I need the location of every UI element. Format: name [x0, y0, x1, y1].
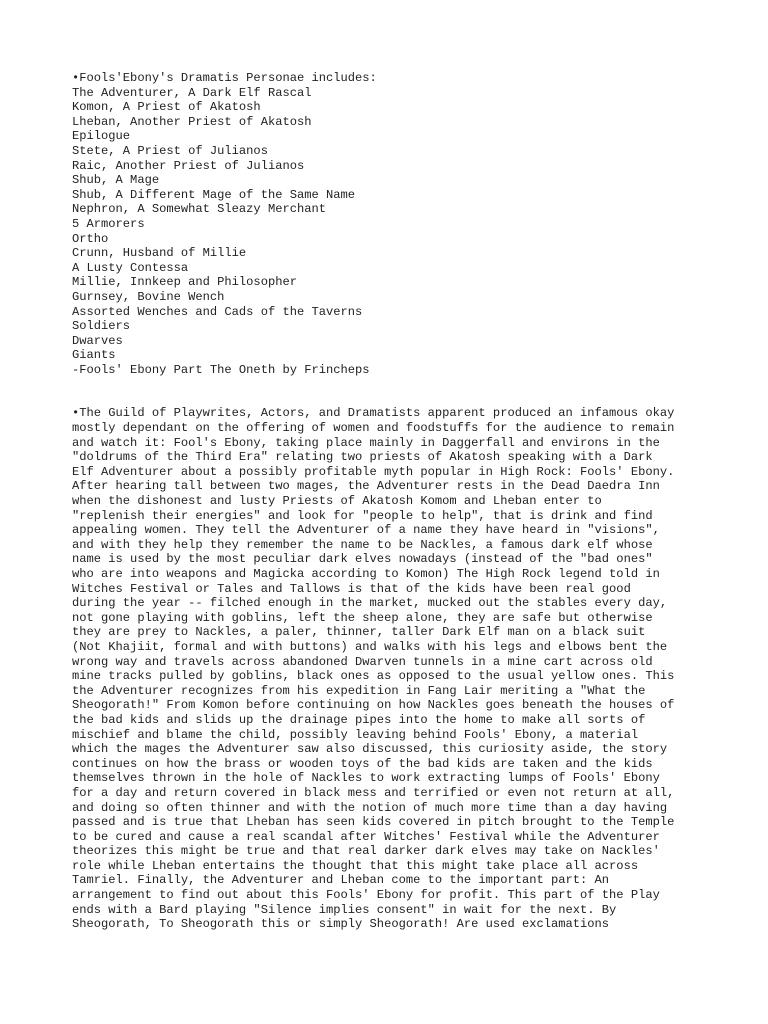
summary-line: mischief and blame the child, possibly leaving behind Fools' Ebony, a material — [72, 727, 639, 742]
personae-line: Millie, Innkeep and Philosopher — [72, 275, 297, 290]
summary-line: (Not Khajiit, formal and with buttons) and walks with his legs and elbows bent the — [72, 639, 668, 654]
summary-line: "doldrums of the Third Era" relating two priests of Akatosh speaking with a Dark — [72, 450, 653, 465]
personae-line: Ortho — [72, 231, 109, 246]
summary-line: which the mages the Adventurer saw also discussed, this curiosity aside, the story — [72, 742, 668, 757]
personae-line: Stete, A Priest of Julianos — [72, 143, 268, 158]
summary-line: to be cured and cause a real scandal after Witches' Festival while the Adventurer — [72, 829, 660, 844]
personae-line: Gurnsey, Bovine Wench — [72, 289, 225, 304]
personae-line: Komon, A Priest of Akatosh — [72, 100, 261, 115]
summary-line: and doing so often thinner and with the notion of much more time than a day having — [72, 800, 668, 815]
summary-line: when the dishonest and lusty Priests of Akatosh Komom and Lheban enter to — [72, 494, 602, 509]
summary-line: Sheogorath, To Sheogorath this or simply Sheogorath! Are used exclamations — [72, 917, 610, 932]
personae-line: Soldiers — [72, 319, 131, 334]
summary-line: the Adventurer recognizes from his expedition in Fang Lair meriting a "What the — [72, 683, 646, 698]
summary-line: mine tracks pulled by goblins, black ones as opposed to the usual yellow ones. This — [72, 669, 675, 684]
personae-line: Shub, A Different Mage of the Same Name — [72, 187, 356, 202]
personae-line: A Lusty Contessa — [72, 260, 189, 275]
summary-line: theorizes this might be true and that real darker dark elves may take on Nackles' — [72, 844, 660, 859]
personae-line: -Fools' Ebony Part The Oneth by Frincheps — [72, 362, 370, 377]
summary-line: mostly dependant on the offering of women and foodstuffs for the audience to remain — [72, 421, 675, 436]
summary-line: After hearing tall between two mages, the Adventurer rests in the Dead Daedra Inn — [72, 479, 660, 494]
summary-line: name is used by the most peculiar dark elves nowadays (instead of the "bad ones" — [72, 552, 653, 567]
summary-line: Witches Festival or Tales and Tallows is that of the kids have been real good — [72, 581, 631, 596]
document-page — [72, 71, 732, 932]
personae-line: Crunn, Husband of Millie — [72, 246, 247, 261]
summary-line: they are prey to Nackles, a paler, thinner, taller Dark Elf man on a black suit — [72, 625, 646, 640]
personae-line: Dwarves — [72, 333, 123, 348]
summary-line: Tamriel. Finally, the Adventurer and Lheban come to the important part: An — [72, 873, 610, 888]
summary-line: for a day and return covered in black mess and terrified or even not return at all, — [72, 785, 675, 800]
summary-line: not gone playing with goblins, left the sheep alone, they are safe but otherwise — [72, 610, 653, 625]
play-summary-paragraph — [72, 406, 732, 931]
personae-line: •Fools'Ebony's Dramatis Personae includes: — [72, 71, 377, 85]
personae-line: 5 Armorers — [72, 216, 145, 231]
personae-line: Giants — [72, 348, 116, 363]
summary-line: passed and is true that Lheban has seen kids covered in pitch brought to the Temple — [72, 815, 675, 830]
summary-line: and watch it: Fool's Ebony, taking place mainly in Daggerfall and environs in the — [72, 435, 660, 450]
summary-line: themselves thrown in the hole of Nackles to work extracting lumps of Fools' Ebony — [72, 771, 660, 786]
summary-line: who are into weapons and Magicka according to Komon) The High Rock legend told in — [72, 567, 660, 581]
personae-line: The Adventurer, A Dark Elf Rascal — [72, 85, 312, 100]
summary-line: the bad kids and slids up the drainage pipes into the home to make all sorts of — [72, 712, 646, 727]
personae-line: Raic, Another Priest of Julianos — [72, 158, 305, 173]
summary-line: during the year -- filched enough in the market, mucked out the stables every day, — [72, 596, 668, 611]
section-spacer — [72, 377, 732, 406]
personae-line: Lheban, Another Priest of Akatosh — [72, 114, 312, 129]
summary-line: "replenish their energies" and look for "people to help", that is drink and find — [72, 508, 653, 523]
summary-line: Elf Adventurer about a possibly profitable myth popular in High Rock: Fools' Ebony. — [72, 464, 675, 479]
summary-line: appealing women. They tell the Adventurer of a name they have heard in "visions", — [72, 523, 660, 538]
personae-line: Shub, A Mage — [72, 173, 160, 188]
personae-line: Nephron, A Somewhat Sleazy Merchant — [72, 202, 327, 217]
summary-line: arrangement to find out about this Fools' Ebony for profit. This part of the Play — [72, 888, 660, 903]
summary-line: continues on how the brass or wooden toys of the bad kids are taken and the kids — [72, 756, 653, 771]
summary-line: Sheogorath!" From Komon before continuing on how Nackles goes beneath the houses of — [72, 698, 675, 713]
summary-line: and with they help they remember the name to be Nackles, a famous dark elf whose — [72, 537, 653, 552]
summary-line: role while Lheban entertains the thought that this might take place all across — [72, 858, 639, 873]
personae-line: Assorted Wenches and Cads of the Taverns — [72, 304, 363, 319]
personae-line: Epilogue — [72, 129, 131, 144]
dramatis-personae-list — [72, 71, 732, 377]
summary-line: wrong way and travels across abandoned Dwarven tunnels in a mine cart across old — [72, 654, 653, 669]
summary-line: ends with a Bard playing "Silence implies consent" in wait for the next. By — [72, 902, 617, 917]
summary-line: •The Guild of Playwrites, Actors, and Dramatists apparent produced an infamous okay — [72, 406, 675, 421]
